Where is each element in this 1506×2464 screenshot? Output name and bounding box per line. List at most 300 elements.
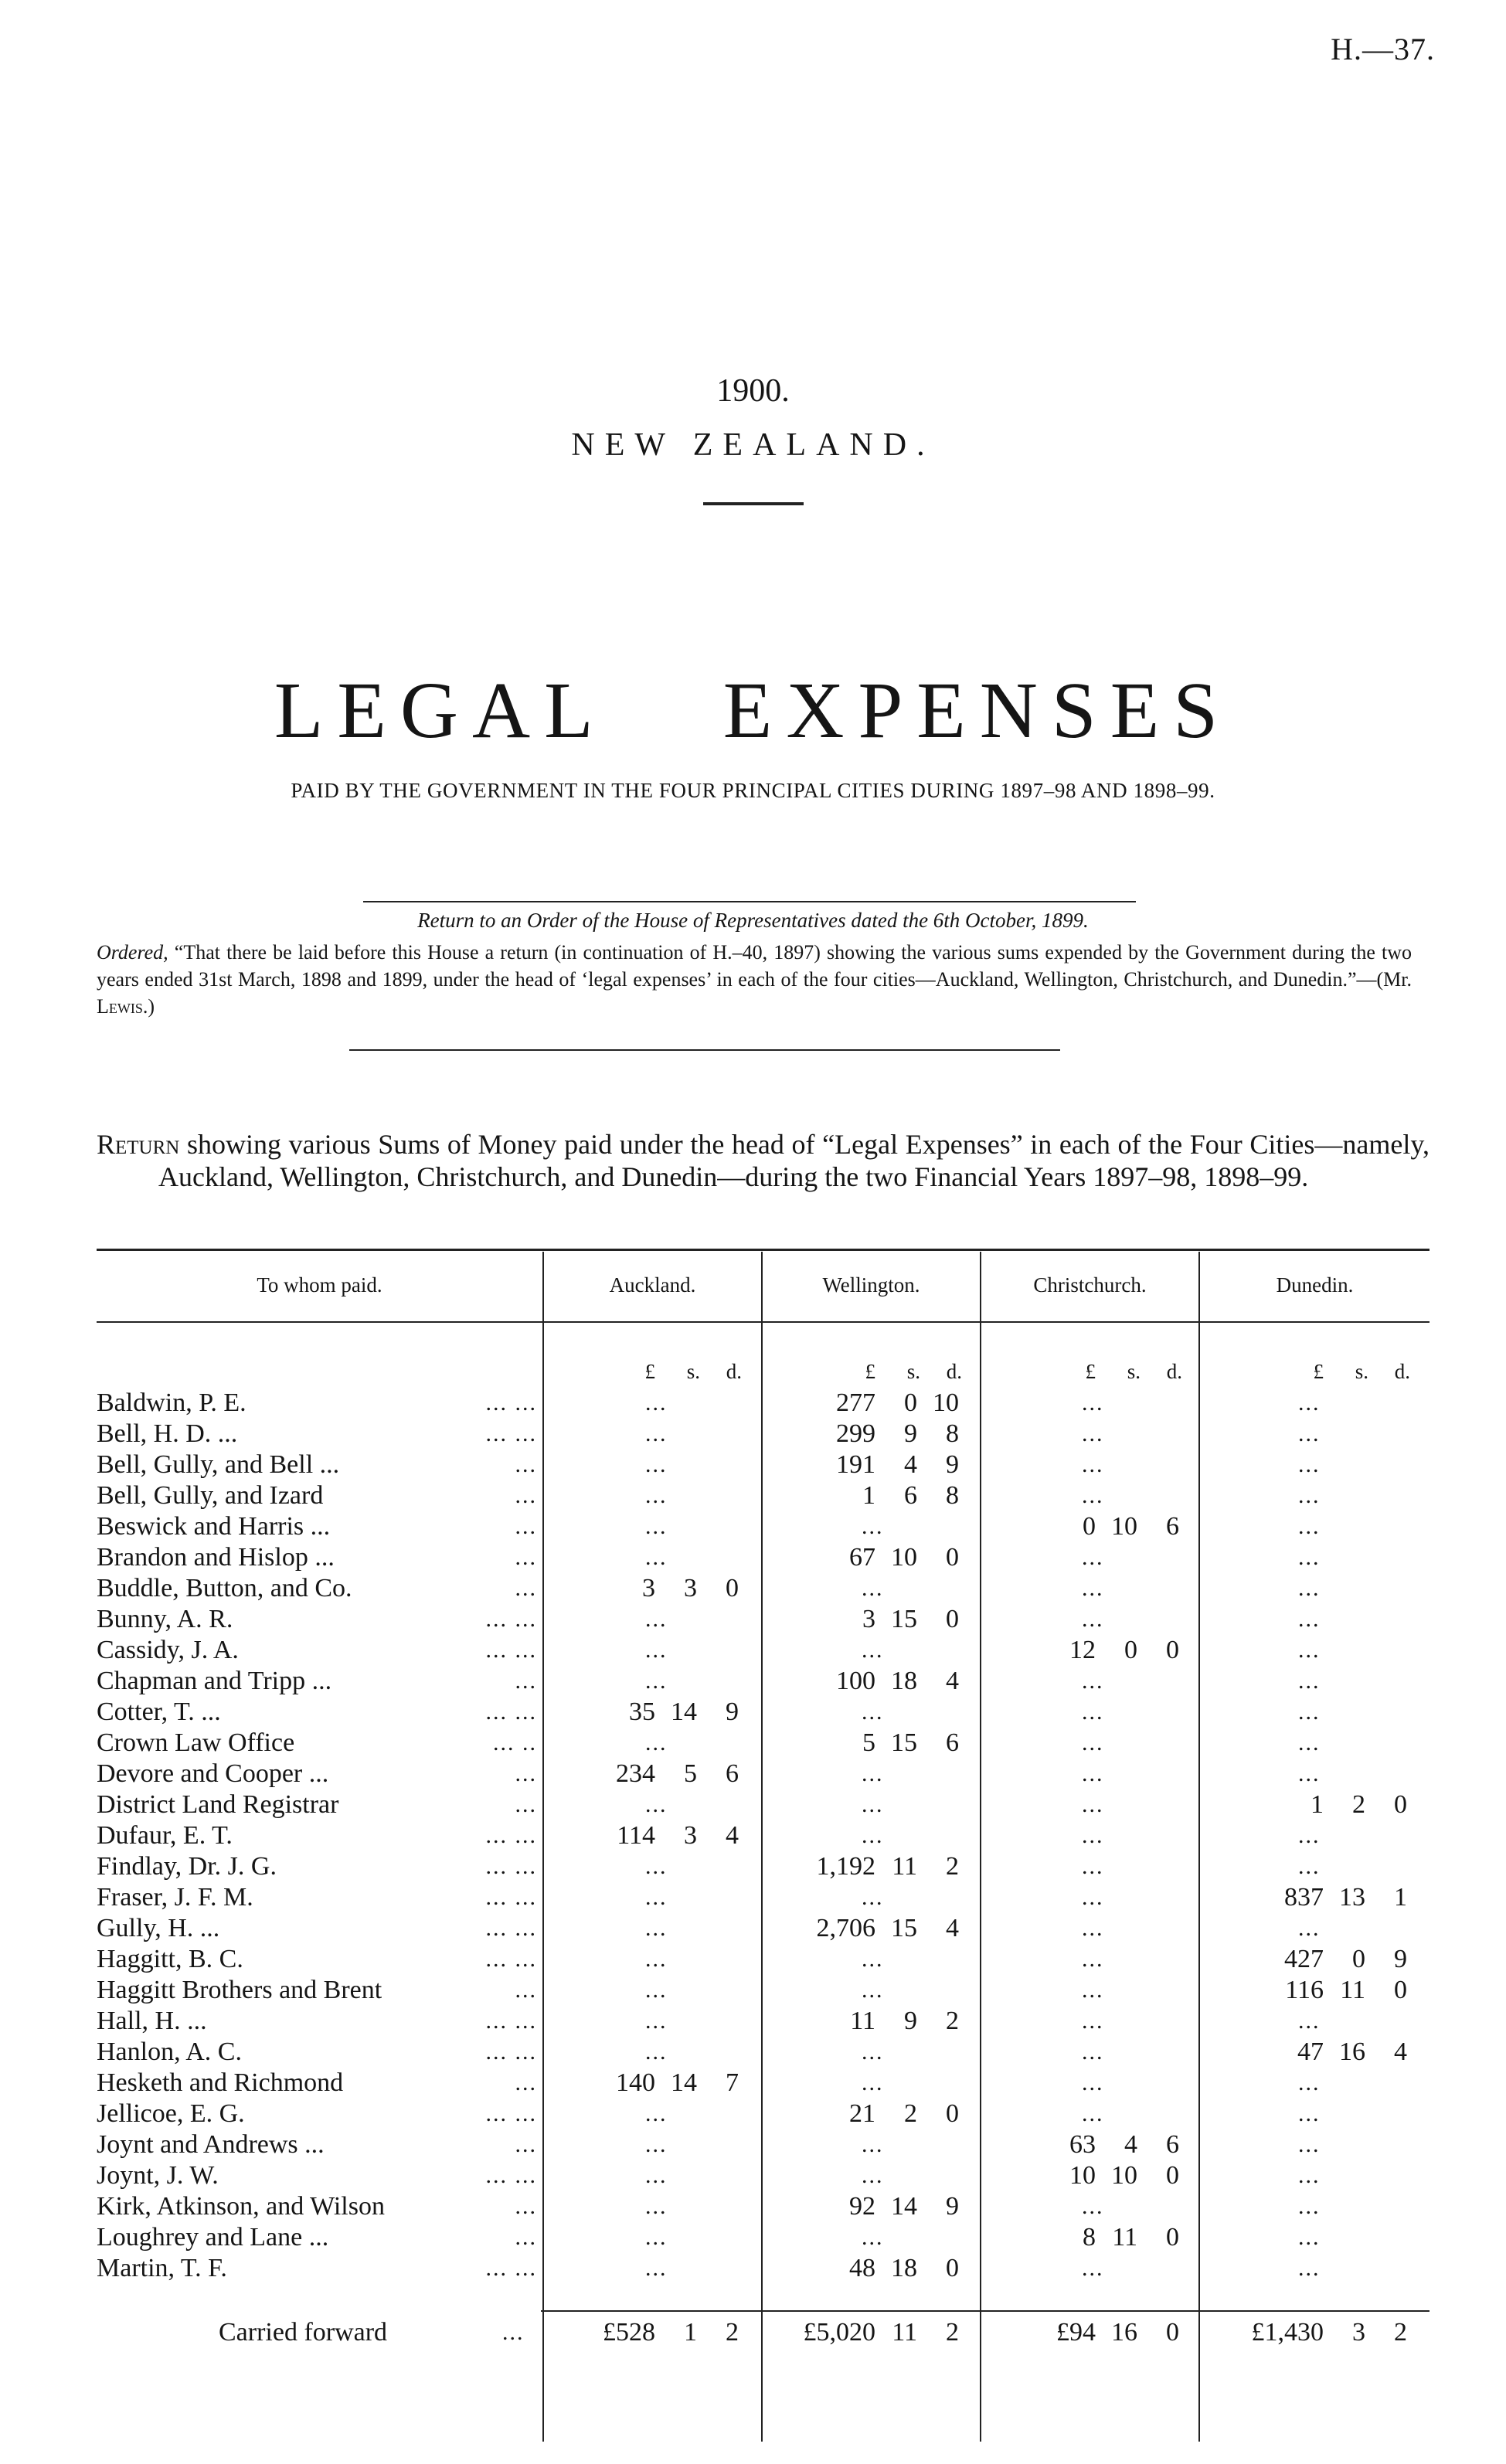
amount-wellington (777, 2254, 962, 2283)
unit-pence: d. (946, 1360, 962, 1383)
leader-dots: ... (515, 1977, 537, 2003)
order-label: Ordered, (97, 941, 168, 964)
nil-marker: ... (645, 2132, 668, 2157)
amount-pence: 6 (946, 1728, 959, 1757)
nil-marker: ... (862, 1761, 884, 1786)
nil-marker: ... (1082, 1390, 1104, 1416)
table-row-payee: Hall, H. ... (97, 2007, 207, 2035)
leader-dots: ... (515, 2070, 537, 2095)
unit-shilling: s. (686, 1360, 700, 1383)
amount-pence: 8 (946, 1481, 959, 1510)
column-divider (980, 1252, 981, 2442)
table-row-payee: Cassidy, J. A. (97, 1636, 239, 1664)
nil-marker: ... (1298, 1606, 1321, 1632)
amount-shillings: 11 (892, 2318, 917, 2347)
amount-shillings: 3 (1352, 2318, 1365, 2347)
nil-marker: ... (1298, 1575, 1321, 1601)
table-row-payee: Dufaur, E. T. (97, 1821, 233, 1850)
leader-dots: ... ... (485, 2163, 537, 2188)
column-divider (542, 1252, 544, 2442)
column-divider (761, 1252, 763, 2442)
nil-marker: ... (1298, 1514, 1321, 1539)
amount-pounds: 427 (1284, 1945, 1324, 1973)
amount-pounds: 234 (616, 1759, 655, 1788)
column-header-dunedin: Dunedin. (1276, 1273, 1354, 1297)
amount-wellington (777, 1481, 962, 1511)
amount-dunedin (1225, 1790, 1410, 1820)
nil-marker: ... (1298, 1545, 1321, 1570)
nil-marker: ... (645, 1885, 668, 1910)
nil-marker: ... (1298, 2194, 1321, 2219)
amount-shillings: 9 (904, 1419, 917, 1448)
amount-pence: 9 (946, 1450, 959, 1479)
unit-shilling: s. (1127, 1360, 1141, 1383)
nil-marker: ... (1082, 1761, 1104, 1786)
amount-pence: 0 (946, 2254, 959, 2282)
nil-marker: ... (1082, 1792, 1104, 1817)
amount-pounds: £528 (603, 2318, 655, 2347)
order-heading: Return to an Order of the House of Representatives dated the 6th October, 1899. (417, 909, 1089, 932)
leader-dots: ... ... (485, 2008, 537, 2034)
return-description (97, 1128, 1430, 1193)
column-header-wellington: Wellington. (822, 1273, 920, 1297)
leader-dots: ... (515, 2224, 537, 2250)
amount-auckland (556, 1698, 742, 1727)
amount-pence: 2 (1394, 2318, 1407, 2347)
amount-dunedin (1225, 1976, 1410, 2005)
amount-christchurch (997, 2223, 1182, 2252)
nil-marker: ... (862, 1885, 884, 1910)
amount-wellington (777, 1914, 962, 1943)
table-row-payee: Hanlon, A. C. (97, 2037, 242, 2066)
amount-pounds: 116 (1285, 1976, 1324, 2004)
short-rule (703, 502, 804, 505)
total-rule (541, 2310, 1430, 2312)
amount-shillings: 14 (671, 1698, 697, 1726)
nil-marker: ... (1082, 2008, 1104, 2034)
leader-dots: ... ... (485, 1915, 537, 1941)
amount-pounds: 837 (1284, 1883, 1324, 1912)
amount-pounds: 140 (616, 2068, 655, 2097)
amount-pounds: 10 (1069, 2161, 1096, 2190)
nil-marker: ... (645, 2039, 668, 2065)
nil-marker: ... (1298, 2163, 1321, 2188)
amount-pounds: 3 (642, 1574, 655, 1602)
amount-pence: 0 (726, 1574, 739, 1602)
amount-pounds: £94 (1056, 2318, 1096, 2347)
nil-marker: ... (1082, 1668, 1104, 1694)
amount-pounds: 63 (1069, 2130, 1096, 2159)
country-heading: NEW ZEALAND. (571, 427, 935, 463)
amount-pounds: £1,430 (1251, 2318, 1324, 2347)
nil-marker: ... (1298, 1761, 1321, 1786)
amount-dunedin (1225, 2037, 1410, 2067)
amount-auckland (556, 1759, 742, 1789)
leader-dots: ... (515, 1545, 537, 1570)
amount-pounds: 191 (836, 1450, 875, 1479)
unit-shilling: s. (906, 1360, 920, 1383)
table-row-payee: District Land Registrar (97, 1790, 339, 1819)
nil-marker: ... (645, 1637, 668, 1663)
amount-shillings: 14 (671, 2068, 697, 2097)
table-row-payee: Bell, H. D. ... (97, 1419, 238, 1448)
leader-dots: ... ... (485, 1823, 537, 1848)
amount-pence: 0 (946, 1605, 959, 1633)
amount-wellington (777, 2192, 962, 2221)
leader-dots: ... ... (485, 2101, 537, 2126)
amount-shillings: 18 (891, 1667, 917, 1695)
nil-marker: ... (645, 1946, 668, 1972)
order-top-rule (363, 901, 1136, 902)
nil-marker: ... (1082, 2194, 1104, 2219)
nil-marker: ... (1082, 1823, 1104, 1848)
nil-marker: ... (862, 2070, 884, 2095)
table-row-payee: Haggitt, B. C. (97, 1945, 243, 1973)
leader-dots: ... ... (485, 2255, 537, 2281)
amount-pounds: 1 (862, 1481, 875, 1510)
amount-pence: 8 (946, 1419, 959, 1448)
amount-pence: 0 (946, 1543, 959, 1572)
column-header-auckland: Auckland. (609, 1273, 696, 1297)
amount-christchurch (997, 1512, 1182, 1541)
table-row-payee: Joynt and Andrews ... (97, 2130, 325, 2159)
leader-dots: ... (515, 2194, 537, 2219)
amount-shillings: 1 (684, 2318, 697, 2347)
order-text (97, 939, 1412, 1020)
table-row-payee: Bell, Gully, and Izard (97, 1481, 324, 1510)
nil-marker: ... (645, 1792, 668, 1817)
table-row-payee: Chapman and Tripp ... (97, 1667, 332, 1695)
nil-marker: ... (1082, 1885, 1104, 1910)
table-row-payee: Bunny, A. R. (97, 1605, 233, 1633)
amount-pounds: 1,192 (816, 1852, 875, 1881)
nil-marker: ... (1298, 1823, 1321, 1848)
amount-pence: 6 (1166, 2130, 1179, 2159)
amount-pence: 2 (946, 2007, 959, 2035)
amount-pence: 0 (1166, 2223, 1179, 2252)
amount-christchurch (997, 2161, 1182, 2190)
nil-marker: ... (645, 2224, 668, 2250)
nil-marker: ... (1082, 1575, 1104, 1601)
nil-marker: ... (1082, 1606, 1104, 1632)
amount-shillings: 5 (684, 1759, 697, 1788)
leader-dots: ... ... (485, 1946, 537, 1972)
nil-marker: ... (645, 2194, 668, 2219)
amount-shillings: 4 (1124, 2130, 1137, 2159)
nil-marker: ... (862, 2132, 884, 2157)
nil-marker: ... (1082, 1854, 1104, 1879)
table-row-payee: Findlay, Dr. J. G. (97, 1852, 277, 1881)
nil-marker: ... (862, 1977, 884, 2003)
amount-shillings: 16 (1339, 2037, 1365, 2066)
amount-wellington (777, 1605, 962, 1634)
unit-header-auckland (556, 1360, 742, 1384)
nil-marker: ... (1298, 1421, 1321, 1446)
amount-christchurch (997, 2130, 1182, 2160)
amount-auckland (556, 2068, 742, 2098)
nil-marker: ... (862, 1514, 884, 1539)
amount-pounds: 8 (1083, 2223, 1096, 2252)
total-dunedin (1225, 2318, 1410, 2347)
table-row-payee: Martin, T. F. (97, 2254, 227, 2282)
amount-shillings: 11 (1340, 1976, 1365, 2004)
amount-shillings: 15 (891, 1728, 917, 1757)
amount-pence: 9 (946, 2192, 959, 2221)
nil-marker: ... (645, 1545, 668, 1570)
amount-wellington (777, 1667, 962, 1696)
nil-marker: ... (645, 1915, 668, 1941)
amount-shillings: 2 (904, 2099, 917, 2128)
nil-marker: ... (862, 2224, 884, 2250)
nil-marker: ... (645, 1483, 668, 1508)
nil-marker: ... (1298, 1668, 1321, 1694)
amount-wellington (777, 2007, 962, 2036)
amount-pence: 9 (726, 1698, 739, 1726)
amount-pence: 2 (726, 2318, 739, 2347)
amount-pence: 6 (1166, 1512, 1179, 1541)
nil-marker: ... (1082, 1421, 1104, 1446)
nil-marker: ... (645, 2163, 668, 2188)
amount-wellington (777, 1852, 962, 1881)
nil-marker: ... (1298, 2101, 1321, 2126)
nil-marker: ... (645, 2008, 668, 2034)
amount-pounds: 114 (617, 1821, 655, 1850)
leader-dots: ... (515, 2132, 537, 2157)
amount-shillings: 0 (1352, 1945, 1365, 1973)
unit-pence: d. (1166, 1360, 1182, 1383)
table-header-rule (97, 1321, 1430, 1323)
page-reference: H.—37. (1331, 32, 1435, 66)
nil-marker: ... (1082, 2039, 1104, 2065)
leader-dots: ... (515, 1761, 537, 1786)
nil-marker: ... (1298, 1915, 1321, 1941)
amount-pounds: 67 (849, 1543, 875, 1572)
amount-pounds: 299 (836, 1419, 875, 1448)
unit-header-christchurch (997, 1360, 1182, 1384)
nil-marker: ... (1082, 1730, 1104, 1755)
column-divider (1198, 1252, 1200, 2442)
unit-header-dunedin (1225, 1360, 1410, 1384)
amount-dunedin (1225, 1945, 1410, 1974)
leader-dots: ... ... (485, 1606, 537, 1632)
amount-shillings: 0 (904, 1388, 917, 1417)
amount-pence: 0 (1166, 1636, 1179, 1664)
table-row-payee: Loughrey and Lane ... (97, 2223, 329, 2252)
amount-pence: 4 (946, 1667, 959, 1695)
table-row-payee: Beswick and Harris ... (97, 1512, 331, 1541)
amount-pence: 0 (1394, 1976, 1407, 2004)
amount-shillings: 2 (1352, 1790, 1365, 1819)
leader-dots: ... ... (485, 1885, 537, 1910)
amount-wellington (777, 1728, 962, 1758)
total-auckland (556, 2318, 742, 2347)
page-title: LEGAL EXPENSES (274, 666, 1232, 755)
amount-pounds: 100 (836, 1667, 875, 1695)
nil-marker: ... (862, 2039, 884, 2065)
nil-marker: ... (1082, 1452, 1104, 1477)
leader-dots: ... (515, 1792, 537, 1817)
amount-pounds: 12 (1069, 1636, 1096, 1664)
amount-shillings: 10 (891, 1543, 917, 1572)
order-bottom-rule (349, 1049, 1060, 1051)
amount-shillings: 11 (1112, 2223, 1137, 2252)
total-christchurch (997, 2318, 1182, 2347)
table-row-payee: Devore and Cooper ... (97, 1759, 329, 1788)
leader-dots: ... (515, 1514, 537, 1539)
amount-wellington (777, 1388, 962, 1418)
leader-dots: ... ... (485, 1699, 537, 1725)
nil-marker: ... (1082, 2255, 1104, 2281)
nil-marker: ... (645, 1390, 668, 1416)
unit-header-wellington (777, 1360, 962, 1384)
nil-marker: ... (1298, 1699, 1321, 1725)
amount-christchurch (997, 1636, 1182, 1665)
unit-pound: £ (1313, 1360, 1324, 1383)
amount-wellington (777, 2099, 962, 2129)
amount-pence: 0 (1166, 2318, 1179, 2347)
table-row-payee: Brandon and Hislop ... (97, 1543, 335, 1572)
amount-pence: 4 (946, 1914, 959, 1942)
table-row-payee: Crown Law Office (97, 1728, 295, 1757)
amount-wellington (777, 1419, 962, 1449)
nil-marker: ... (645, 1606, 668, 1632)
nil-marker: ... (645, 1730, 668, 1755)
nil-marker: ... (1298, 2132, 1321, 2157)
return-label: Return (97, 1129, 180, 1160)
amount-pence: 2 (946, 2318, 959, 2347)
amount-pence: 4 (726, 1821, 739, 1850)
leader-dots: ... (515, 1668, 537, 1694)
nil-marker: ... (645, 1514, 668, 1539)
column-header-christchurch: Christchurch. (1033, 1273, 1147, 1297)
nil-marker: ... (862, 2163, 884, 2188)
nil-marker: ... (645, 1452, 668, 1477)
year-heading: 1900. (716, 373, 790, 409)
amount-pounds: £5,020 (803, 2318, 875, 2347)
amount-dunedin (1225, 1883, 1410, 1912)
nil-marker: ... (1298, 1637, 1321, 1663)
nil-marker: ... (645, 2101, 668, 2126)
table-row-payee: Jellicoe, E. G. (97, 2099, 245, 2128)
unit-pence: d. (1394, 1360, 1410, 1383)
amount-shillings: 10 (1111, 2161, 1137, 2190)
leader-dots: ... ... (485, 1421, 537, 1446)
nil-marker: ... (1298, 1483, 1321, 1508)
amount-shillings: 10 (1111, 1512, 1137, 1541)
nil-marker: ... (645, 1668, 668, 1694)
nil-marker: ... (1082, 1483, 1104, 1508)
nil-marker: ... (645, 1977, 668, 2003)
amount-pounds: 3 (862, 1605, 875, 1633)
nil-marker: ... (862, 1792, 884, 1817)
nil-marker: ... (862, 1699, 884, 1725)
amount-pounds: 277 (836, 1388, 875, 1417)
nil-marker: ... (1082, 1699, 1104, 1725)
amount-pounds: 35 (629, 1698, 655, 1726)
nil-marker: ... (1298, 1730, 1321, 1755)
amount-pounds: 0 (1083, 1512, 1096, 1541)
amount-shillings: 9 (904, 2007, 917, 2035)
table-row-payee: Fraser, J. F. M. (97, 1883, 253, 1912)
nil-marker: ... (1082, 1946, 1104, 1972)
table-top-rule (97, 1249, 1430, 1251)
amount-pence: 0 (946, 2099, 959, 2128)
nil-marker: ... (1298, 1854, 1321, 1879)
nil-marker: ... (1082, 2070, 1104, 2095)
table-row-payee: Baldwin, P. E. (97, 1388, 246, 1417)
unit-pound: £ (865, 1360, 875, 1383)
leader-dots: ... (515, 1452, 537, 1477)
amount-pounds: 47 (1297, 2037, 1324, 2066)
amount-pence: 2 (946, 1852, 959, 1881)
amount-pounds: 21 (849, 2099, 875, 2128)
table-row-payee: Haggitt Brothers and Brent (97, 1976, 382, 2004)
table-row-payee: Joynt, J. W. (97, 2161, 219, 2190)
amount-pence: 0 (1394, 1790, 1407, 1819)
amount-pence: 9 (1394, 1945, 1407, 1973)
amount-shillings: 16 (1111, 2318, 1137, 2347)
order-body-text: “That there be laid before this House a return (in continuation of H.–40, 1897) showing the various sums expended by the Government during the two years ended 31st March, 1898 and 1899, under the head of ‘legal expenses’ in each of the four cities—Auckland, Wellington, Christchurch, and Dunedin.”—(Mr. (97, 941, 1413, 991)
unit-shilling: s. (1355, 1360, 1368, 1383)
amount-pounds: 2,706 (816, 1914, 875, 1942)
leader-dots: ... ... (485, 2039, 537, 2065)
amount-wellington (777, 1450, 962, 1480)
leader-dots: ... ... (485, 1390, 537, 1416)
nil-marker: ... (1298, 2255, 1321, 2281)
table-row-payee: Bell, Gully, and Bell ... (97, 1450, 340, 1479)
unit-pound: £ (644, 1360, 655, 1383)
leader-dots: ... .. (493, 1730, 537, 1755)
order-mover: Lewis.) (97, 995, 155, 1018)
return-body-text: showing various Sums of Money paid under the head of “Legal Expenses” in each of the Four Cities—namely, Auckland, Wellington, Christchurch, and Dunedin—during the two Financial Years 1897–98, 1898–99. (158, 1129, 1430, 1192)
amount-shillings: 15 (891, 1605, 917, 1633)
amount-shillings: 3 (684, 1821, 697, 1850)
unit-pence: d. (726, 1360, 742, 1383)
unit-pound: £ (1085, 1360, 1096, 1383)
column-header-payee: To whom paid. (257, 1273, 382, 1297)
amount-wellington (777, 1543, 962, 1572)
nil-marker: ... (1082, 1977, 1104, 2003)
page-subtitle: PAID BY THE GOVERNMENT IN THE FOUR PRINCIPAL CITIES DURING 1897–98 AND 1898–99. (291, 779, 1215, 802)
amount-pence: 7 (726, 2068, 739, 2097)
amount-pounds: 11 (850, 2007, 875, 2035)
nil-marker: ... (862, 1637, 884, 1663)
table-row-payee: Cotter, T. ... (97, 1698, 221, 1726)
nil-marker: ... (1082, 1915, 1104, 1941)
amount-shillings: 4 (904, 1450, 917, 1479)
nil-marker: ... (1298, 1390, 1321, 1416)
table-row-payee: Gully, H. ... (97, 1914, 220, 1942)
nil-marker: ... (645, 1854, 668, 1879)
table-row-payee: Buddle, Button, and Co. (97, 1574, 352, 1602)
nil-marker: ... (862, 1823, 884, 1848)
table-row-payee: Hesketh and Richmond (97, 2068, 344, 2097)
amount-shillings: 18 (891, 2254, 917, 2282)
amount-pounds: 1 (1311, 1790, 1324, 1819)
amount-shillings: 15 (891, 1914, 917, 1942)
total-wellington (777, 2318, 962, 2347)
amount-pence: 10 (933, 1388, 959, 1417)
amount-pounds: 92 (849, 2192, 875, 2221)
leader-dots: ... ... (485, 1637, 537, 1663)
carried-forward-label: Carried forward (219, 2318, 388, 2347)
nil-marker: ... (862, 1575, 884, 1601)
nil-marker: ... (1082, 1545, 1104, 1570)
amount-shillings: 0 (1124, 1636, 1137, 1664)
nil-marker: ... (1298, 1452, 1321, 1477)
leader-dots: ... (502, 2320, 525, 2345)
nil-marker: ... (862, 1946, 884, 1972)
